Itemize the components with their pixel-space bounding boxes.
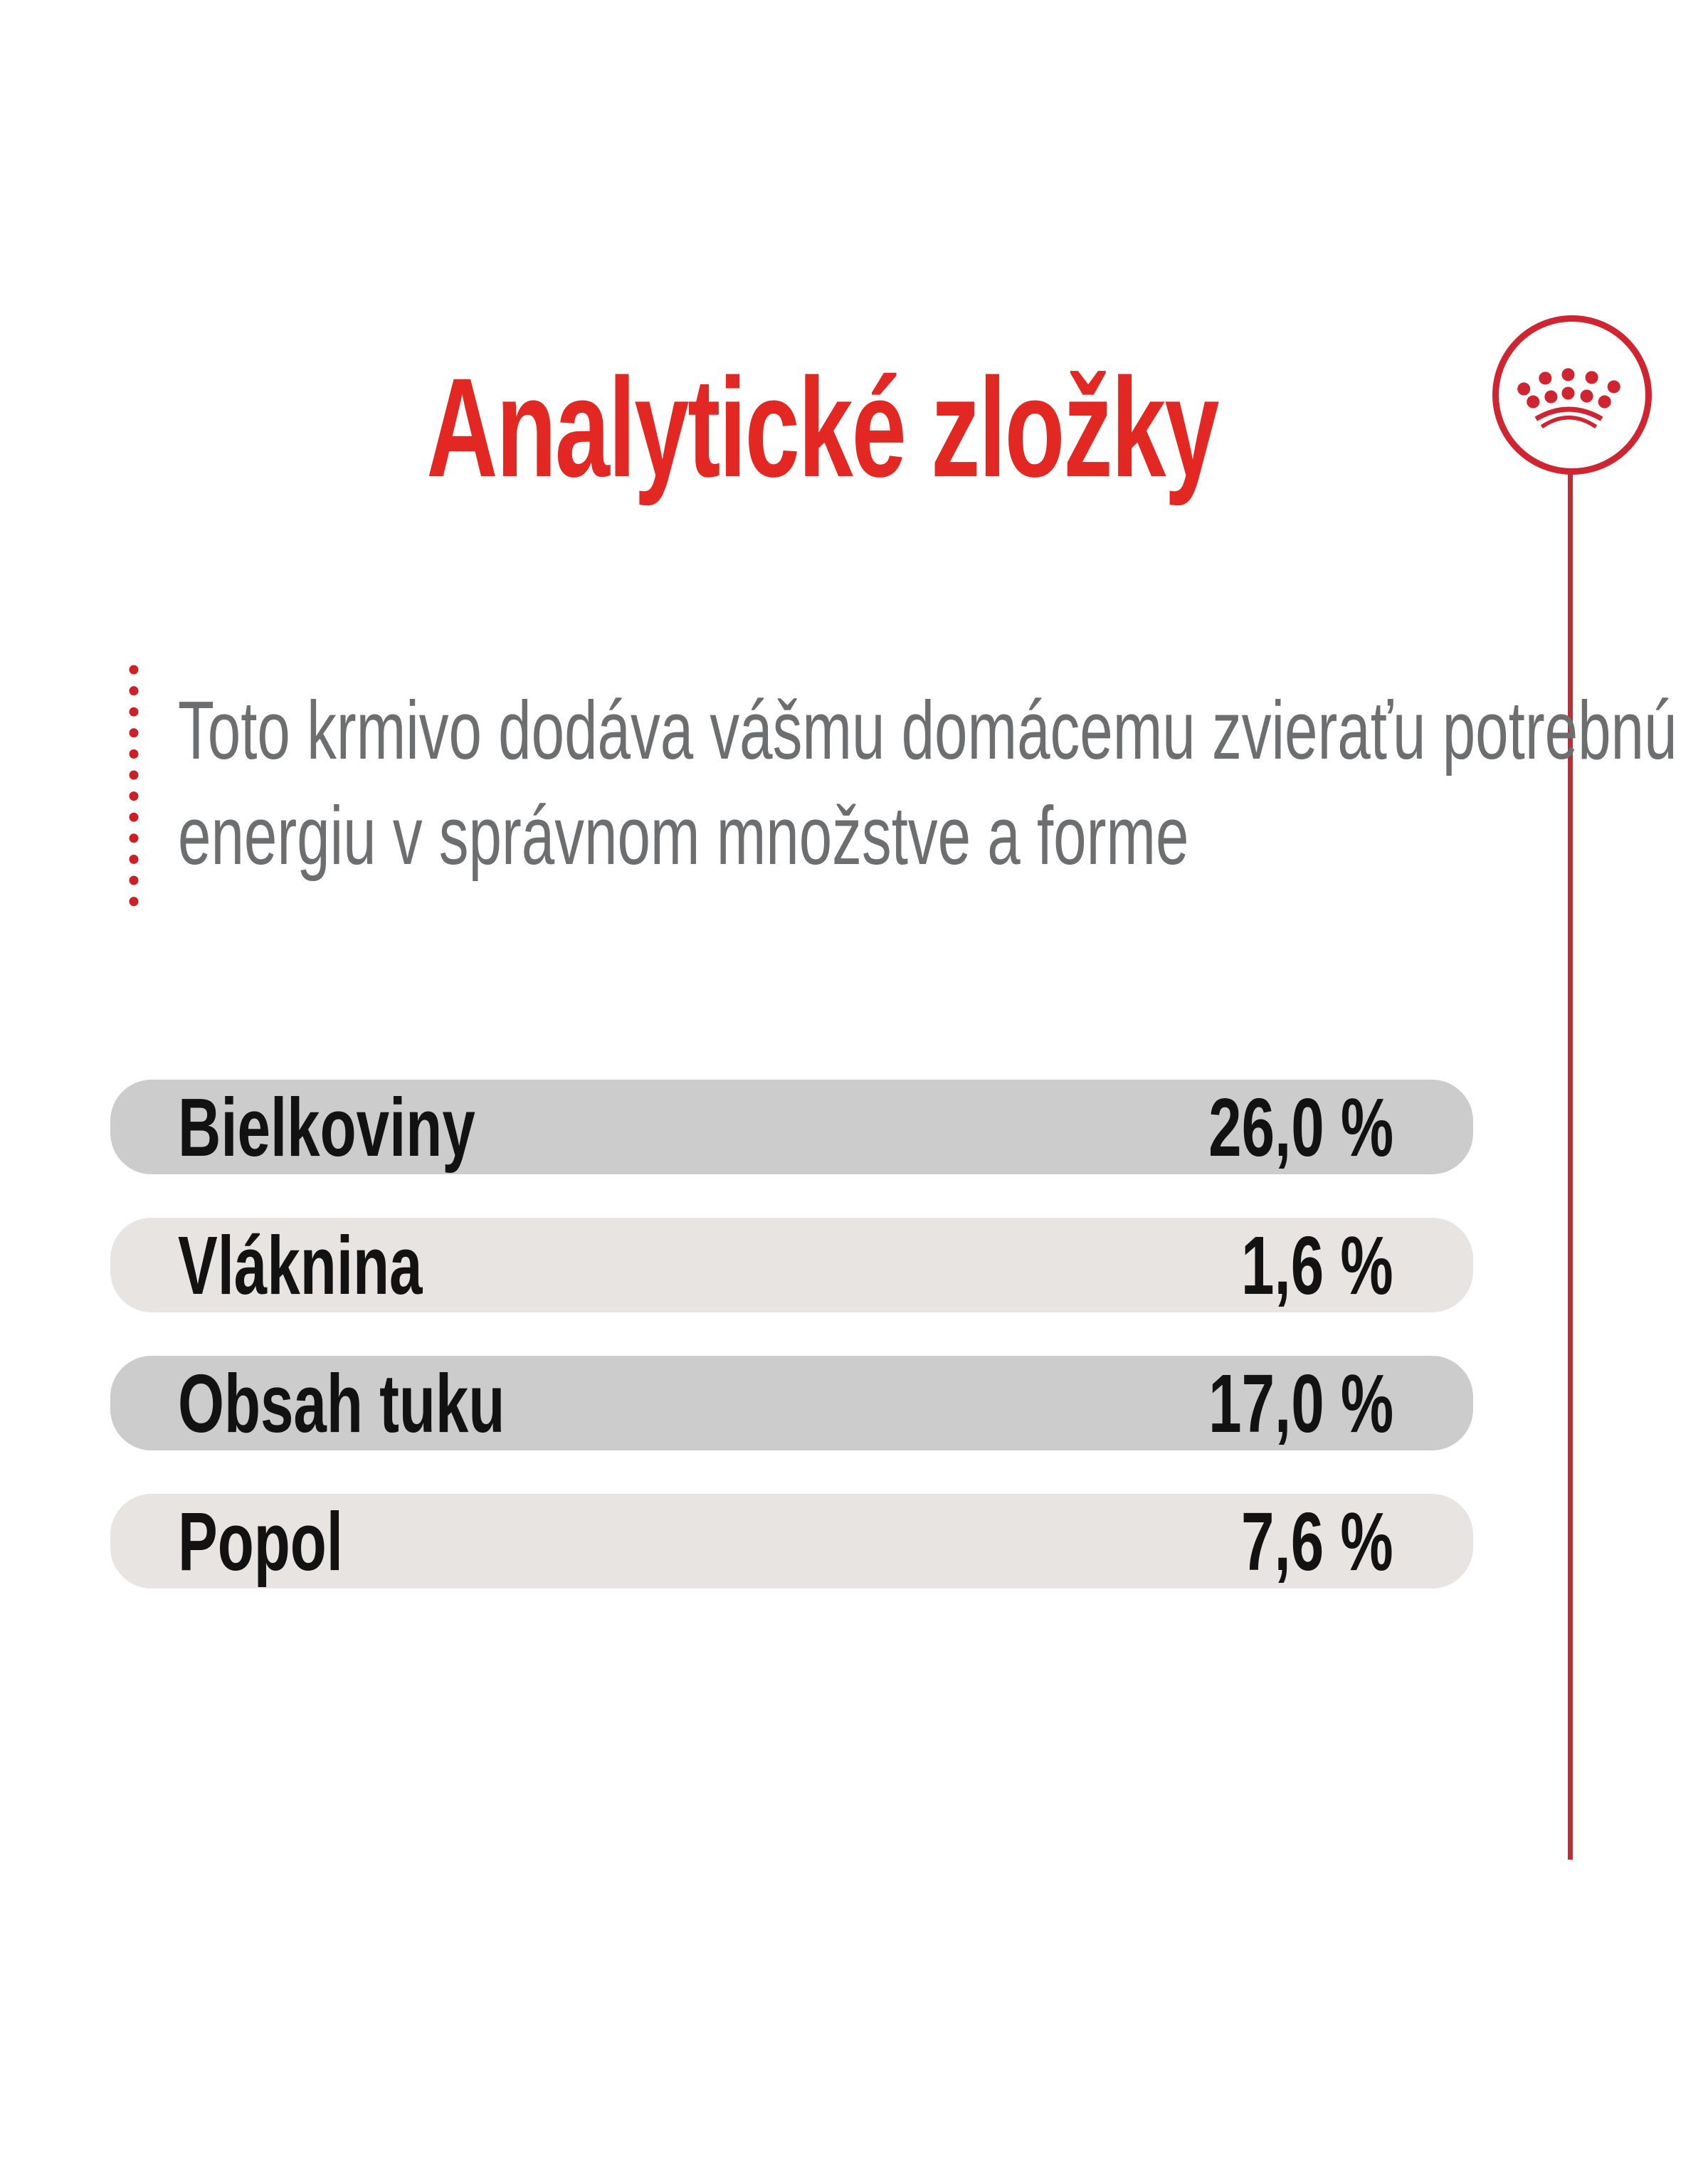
page-title — [0, 350, 1644, 505]
intro-line-1-text: Toto krmivo dodáva vášmu domácemu zvieraťu potrebnú — [178, 684, 1677, 776]
row-label: Popol — [178, 1495, 343, 1588]
page-title-text: Analytické zložky — [426, 349, 1218, 506]
row-value: 7,6 % — [1241, 1495, 1393, 1588]
crown-base-arcs — [1536, 409, 1601, 427]
intro-line-2 — [178, 783, 1601, 888]
table-row-ash — [110, 1494, 1473, 1589]
row-label: Bielkoviny — [178, 1080, 475, 1174]
table-row-fibre — [110, 1218, 1473, 1312]
row-value: 1,6 % — [1241, 1218, 1393, 1312]
table-row-fat — [110, 1356, 1473, 1450]
intro-line-1 — [178, 678, 1677, 783]
row-label: Obsah tuku — [178, 1356, 505, 1450]
table-row-protein — [110, 1080, 1473, 1174]
royal-canin-crown-icon — [1490, 312, 1655, 478]
row-value: 26,0 % — [1208, 1080, 1393, 1174]
dotted-accent-line — [125, 660, 143, 911]
intro-paragraph — [178, 678, 1677, 888]
row-label: Vláknina — [178, 1218, 423, 1312]
crown-dots — [1517, 368, 1620, 408]
intro-line-2-text: energiu v správnom množstve a forme — [178, 789, 1189, 882]
row-value: 17,0 % — [1208, 1356, 1393, 1450]
